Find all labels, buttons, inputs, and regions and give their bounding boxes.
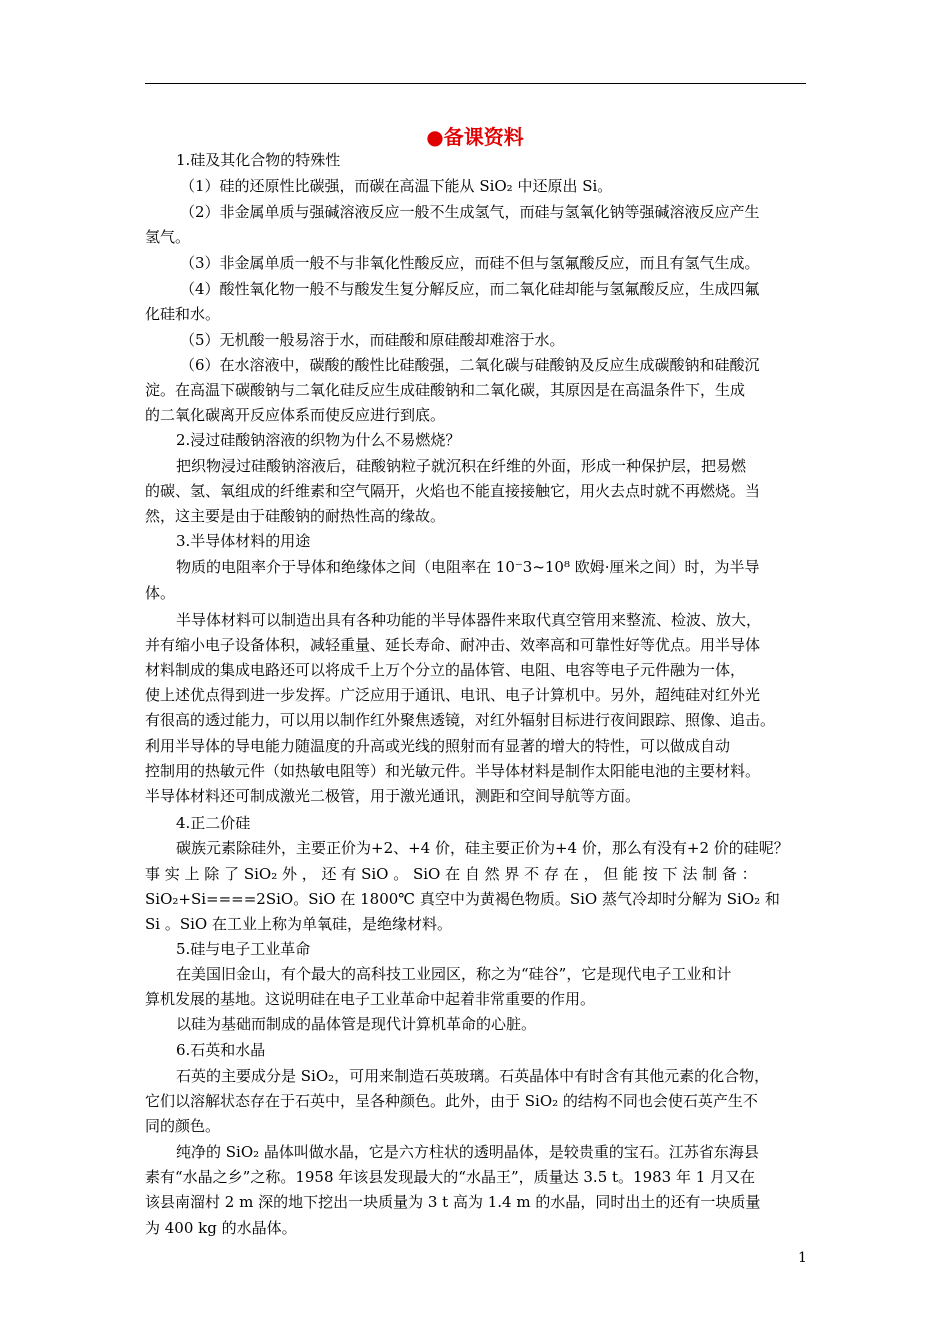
paragraph-line: 为 400 kg 的水晶体。 <box>145 1219 297 1237</box>
paragraph-line: 事 实 上 除 了 SiO₂ 外 ， 还 有 SiO 。 SiO 在 自 然 界 不 存 在 ， 但 能 按 下 法 制 备 ： <box>145 865 757 883</box>
paragraph-line: （4）酸性氧化物一般不与酸发生复分解反应，而二氧化硅却能与氢氟酸反应，生成四氟 <box>180 280 760 298</box>
paragraph-line: 材料制成的集成电路还可以将成千上万个分立的晶体管、电阻、电容等电子元件融为一体， <box>145 661 746 679</box>
paragraph-line: （1）硅的还原性比碳强，而碳在高温下能从 SiO₂ 中还原出 Si。 <box>180 177 613 195</box>
paragraph-line: 把织物浸过硅酸钠溶液后，硅酸钠粒子就沉积在纤维的外面，形成一种保护层，把易燃 <box>176 457 747 475</box>
paragraph-line: 半导体材料可以制造出具有各种功能的半导体器件来取代真空管用来整流、检波、放大， <box>176 611 762 629</box>
paragraph-line: 使上述优点得到进一步发挥。广泛应用于通讯、电讯、电子计算机中。另外，超纯硅对红外光 <box>145 686 761 704</box>
paragraph-line: 半导体材料还可制成激光二极管，用于激光通讯，测距和空间导航等方面。 <box>145 787 641 805</box>
page-number: 1 <box>798 1250 807 1266</box>
heading-1: 1.硅及其化合物的特殊性 <box>176 151 341 169</box>
paragraph-line: 有很高的透过能力，可以用以制作红外聚焦透镜，对红外辐射目标进行夜间跟踪、照像、追击。 <box>145 711 776 729</box>
paragraph-line: 体。 <box>145 584 176 602</box>
heading-5: 5.硅与电子工业革命 <box>176 940 311 958</box>
paragraph-line: 算机发展的基地。这说明硅在电子工业革命中起着非常重要的作用。 <box>145 990 596 1008</box>
paragraph-line: 化硅和水。 <box>145 305 221 323</box>
heading-2: 2.浸过硅酸钠溶液的织物为什么不易燃烧？ <box>176 431 461 449</box>
paragraph-line: Si 。SiO 在工业上称为单氧硅，是绝缘材料。 <box>145 915 452 933</box>
paragraph-line: 碳族元素除硅外，主要正价为+2、+4 价，硅主要正价为+4 价，那么有没有+2 价的硅呢？ <box>176 839 789 857</box>
paragraph-line: 的碳、氢、氧组成的纤维素和空气隔开，火焰也不能直接接触它，用火去点时就不再燃烧。当 <box>145 482 761 500</box>
paragraph-line: （5）无机酸一般易溶于水，而硅酸和原硅酸却难溶于水。 <box>180 331 565 349</box>
paragraph-line: 氢气。 <box>145 228 191 246</box>
paragraph-line: 在美国旧金山，有个最大的高科技工业园区，称之为“硅谷”，它是现代电子工业和计 <box>176 965 732 983</box>
paragraph-line: 纯净的 SiO₂ 晶体叫做水晶，它是六方柱状的透明晶体，是较贵重的宝石。江苏省东海县 <box>176 1143 759 1161</box>
paragraph-line: 利用半导体的导电能力随温度的升高或光线的照射而有显著的增大的特性，可以做成自动 <box>145 737 731 755</box>
paragraph-line: （3）非金属单质一般不与非氧化性酸反应，而硅不但与氢氟酸反应，而且有氢气生成。 <box>180 254 760 272</box>
heading-3: 3.半导体材料的用途 <box>176 532 311 550</box>
paragraph-line: 以硅为基础而制成的晶体管是现代计算机革命的心脏。 <box>176 1015 537 1033</box>
paragraph-line: 淀。在高温下碳酸钠与二氧化硅反应生成硅酸钠和二氧化碳，其原因是在高温条件下，生成 <box>145 381 746 399</box>
paragraph-line: 然，这主要是由于硅酸钠的耐热性高的缘故。 <box>145 507 446 525</box>
header-rule <box>145 83 806 84</box>
paragraph-line: 它们以溶解状态存在于石英中，呈各种颜色。此外，由于 SiO₂ 的结构不同也会使石英产生不 <box>145 1092 758 1110</box>
paragraph-line: 石英的主要成分是 SiO₂，可用来制造石英玻璃。石英晶体中有时含有其他元素的化合物， <box>176 1067 770 1085</box>
paragraph-line: 素有“水晶之乡”之称。1958 年该县发现最大的“水晶王”，质量达 3.5 t。1983 年 1 月又在 <box>145 1168 756 1186</box>
paragraph-line: 的二氧化碳离开反应体系而使反应进行到底。 <box>145 406 446 424</box>
paragraph-line: （2）非金属单质与强碱溶液反应一般不生成氢气，而硅与氢氧化钠等强碱溶液反应产生 <box>180 203 760 221</box>
paragraph-line: （6）在水溶液中，碳酸的酸性比硅酸强，二氧化碳与硅酸钠及反应生成碳酸钠和硅酸沉 <box>180 356 760 374</box>
page-title: ●备课资料 <box>426 125 524 149</box>
paragraph-line: SiO₂+Si====2SiO。SiO 在 1800℃ 真空中为黄褐色物质。SiO 蒸气冷却时分解为 SiO₂ 和 <box>145 890 780 908</box>
paragraph-line: 该县南溜村 2 m 深的地下挖出一块质量为 3 t 高为 1.4 m 的水晶，同时出土的还有一块质量 <box>145 1193 761 1211</box>
heading-4: 4.正二价硅 <box>176 814 251 832</box>
paragraph-line: 控制用的热敏元件（如热敏电阻等）和光敏元件。半导体材料是制作太阳能电池的主要材料。 <box>145 762 761 780</box>
paragraph-line: 同的颜色。 <box>145 1117 221 1135</box>
paragraph-line: 并有缩小电子设备体积，减轻重量、延长寿命、耐冲击、效率高和可靠性好等优点。用半导体 <box>145 636 761 654</box>
heading-6: 6.石英和水晶 <box>176 1041 266 1059</box>
paragraph-line: 物质的电阻率介于导体和绝缘体之间（电阻率在 10⁻3~10⁸ 欧姆·厘米之间）时，为半导 <box>176 558 760 576</box>
